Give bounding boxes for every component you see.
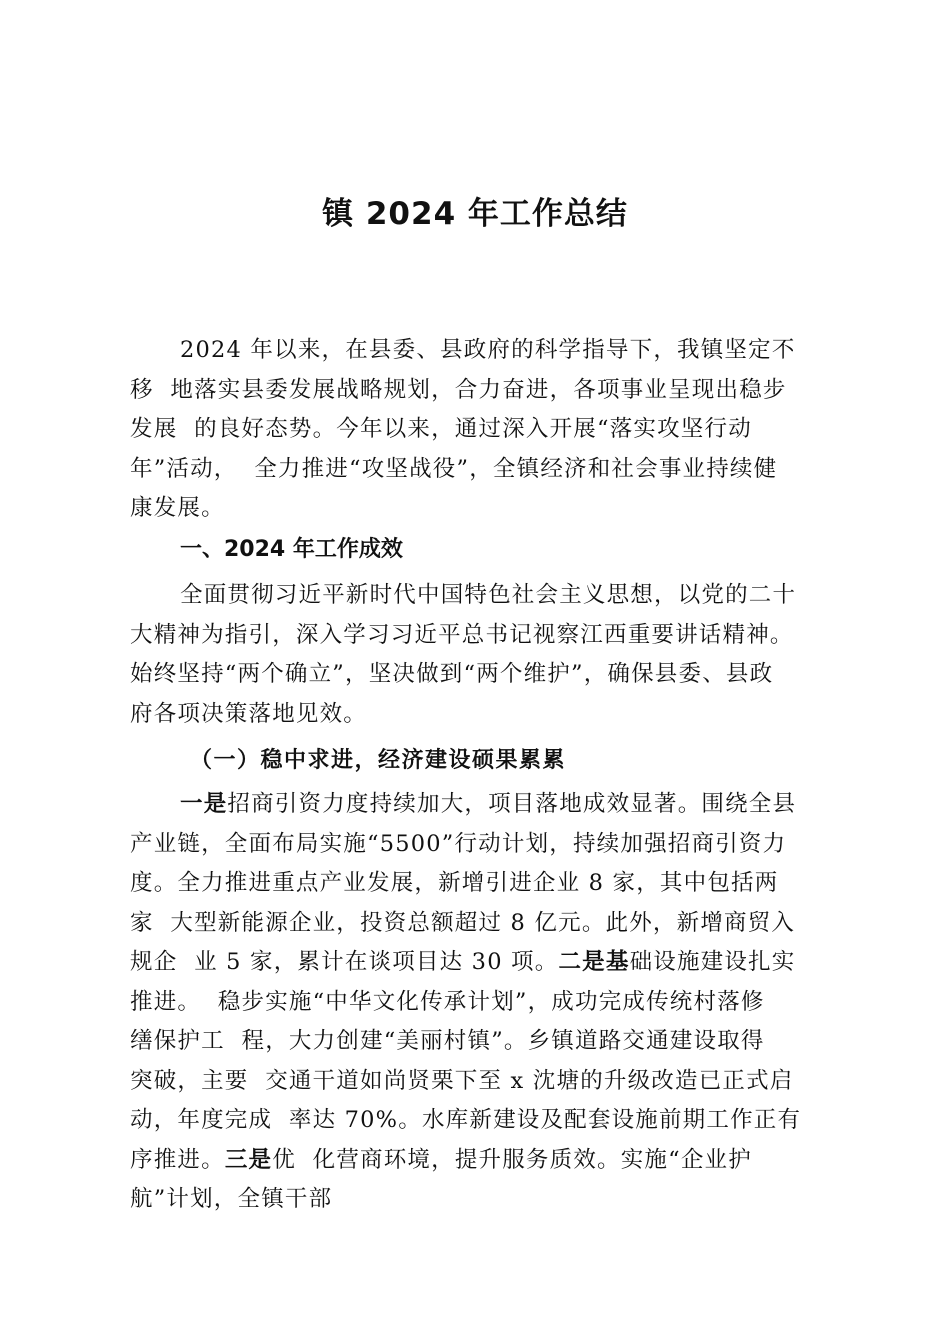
paragraph-line bbox=[130, 1141, 838, 1181]
section1-paragraph bbox=[130, 576, 838, 734]
paragraph-text: 础设施建设扎实 bbox=[629, 949, 796, 975]
paragraph-text: 规企 业 5 家，累计在谈项目达 30 项。 bbox=[130, 949, 559, 975]
paragraph-line: 缮保护工 程，大力创建“美丽村镇”。乡镇道路交通建设取得 bbox=[130, 1028, 765, 1054]
paragraph-line bbox=[130, 943, 838, 983]
intro-paragraph bbox=[130, 331, 838, 529]
paragraph-text: 优 化营商环境，提升服务质效。实施“企业护 bbox=[272, 1146, 752, 1173]
paragraph-line: 全面贯彻习近平新时代中国特色社会主义思想，以党的二十 bbox=[180, 582, 797, 608]
subsection-heading: （一）稳中求进，经济建设硕果累累 bbox=[190, 747, 567, 773]
document-title: 镇 2024 年工作总结 bbox=[322, 196, 628, 232]
paragraph-line: 发展 的良好态势。今年以来，通过深入开展“落实攻坚行动 bbox=[130, 416, 752, 442]
paragraph-line: 年”活动， 全力推进“攻坚战役”，全镇经济和社会事业持续健 bbox=[130, 455, 778, 482]
emphasis-text: 一是 bbox=[180, 791, 228, 817]
paragraph-line: 产业链，全面布局实施“5500”行动计划，持续加强招商引资力 bbox=[130, 830, 787, 857]
paragraph-line: 大精神为指引，深入学习习近平总书记视察江西重要讲话精神。 bbox=[130, 621, 794, 648]
emphasis-text: 三是 bbox=[224, 1146, 273, 1173]
emphasis-text: 二是基 bbox=[558, 949, 630, 975]
paragraph-line: 家 大型新能源企业，投资总额超过 8 亿元。此外，新增商贸入 bbox=[130, 909, 796, 936]
paragraph-line: 始终坚持“两个确立”，坚决做到“两个维护”，确保县委、县政 bbox=[130, 661, 774, 687]
paragraph-line: 推进。 稳步实施“中华文化传承计划”，成功完成传统村落修 bbox=[130, 988, 765, 1015]
section-heading: 一、2024 年工作成效 bbox=[180, 537, 403, 562]
paragraph-text: 序推进。 bbox=[130, 1146, 225, 1173]
paragraph-line: 航”计划，全镇干部 bbox=[130, 1186, 333, 1212]
paragraph-line: 度。全力推进重点产业发展，新增引进企业 8 家，其中包括两 bbox=[130, 870, 779, 896]
paragraph-line bbox=[130, 785, 838, 825]
paragraph-line: 府各项决策落地见效。 bbox=[130, 700, 368, 727]
paragraph-line: 动，年度完成 率达 70%。水库新建设及配套设施前期工作正有 bbox=[130, 1107, 802, 1133]
paragraph-line: 2024 年以来，在县委、县政府的科学指导下，我镇坚定不 bbox=[180, 337, 796, 363]
paragraph-line: 移 地落实县委发展战略规划，合力奋进，各项事业呈现出稳步 bbox=[130, 376, 787, 403]
paragraph-text: 招商引资力度持续加大，项目落地成效显著。围绕全县 bbox=[227, 791, 797, 817]
paragraph-line: 突破，主要 交通干道如尚贤栗下至 x 沈塘的升级改造已正式启 bbox=[130, 1067, 794, 1094]
paragraph-line: 康发展。 bbox=[130, 495, 225, 521]
subsection1-paragraph bbox=[130, 785, 838, 1220]
